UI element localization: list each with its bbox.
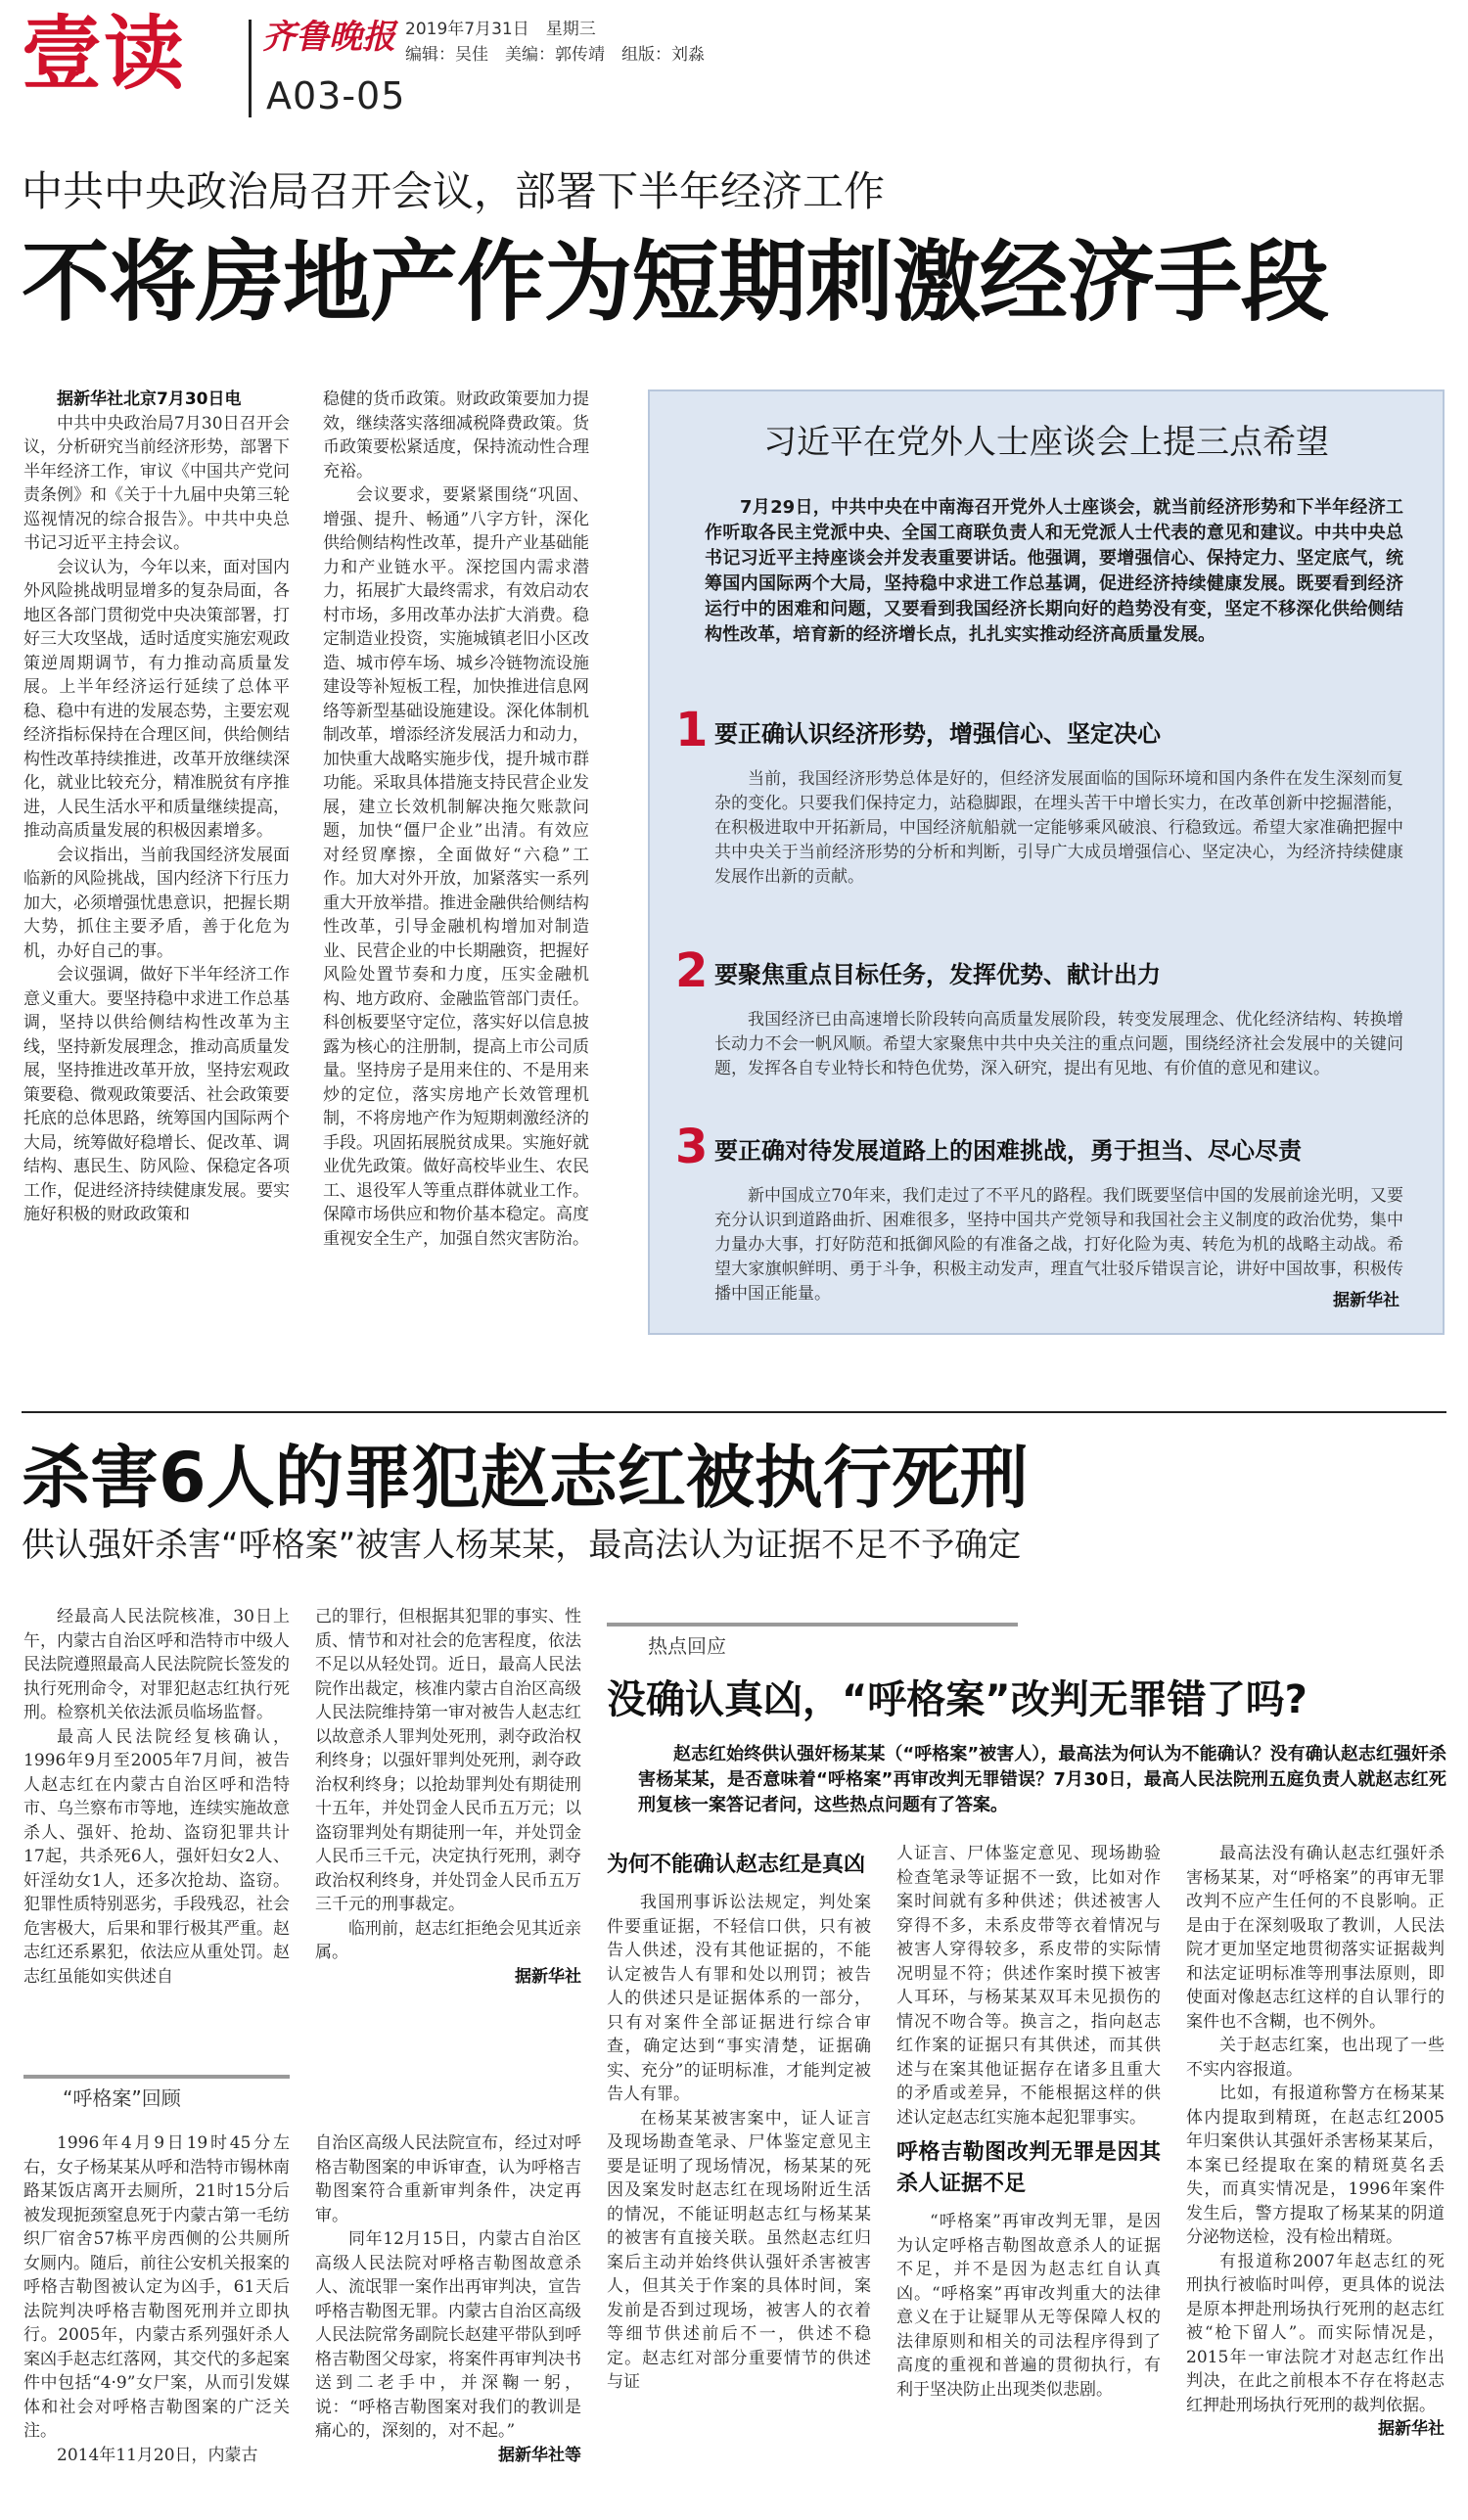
hot-paragraph: 最高法没有确认赵志红强奸杀害杨某某，对“呼格案”的再审无罪改判不应产生任何的不良影响。正是由于在深刻吸取了教训，人民法院才更加坚定地贯彻落实证据裁判和法定证明标准等刑事法原则，即使面对像赵志红这样的自认罪行的案件也不含糊，也不例外。 [1186, 1844, 1445, 2032]
paper-logo: 齐鲁晚报 [262, 18, 395, 57]
review-column-1 [23, 2131, 290, 2513]
masthead-vertical-rule [249, 20, 252, 117]
point-title: 要正确认识经济形势，增强信心、坚定决心 [714, 720, 1161, 748]
hot-column-2 [896, 1842, 1161, 2517]
story2-headline: 杀害6人的罪犯赵志红被执行死刑 [22, 1438, 1029, 1518]
review-paragraph: 自治区高级人民法院宣布，经过对呼格吉勒图案的申诉审查，认为呼格吉勒图案符合重新审判条件，决定再审。 [315, 2133, 581, 2225]
point-body: 当前，我国经济形势总体是好的，但经济发展面临的国际环境和国内条件在发生深刻而复杂的变化。只要我们保持定力，站稳脚跟，在埋头苦干中增长实力，在改革创新中挖掘潜能，在积极进取中开拓新局，中国经济航船就一定能够乘风破浪、行稳致远。希望大家准确把握中共中央关于当前经济形势的分析和判断，引导广大成员增强信心、坚定决心，为经济持续健康发展作出新的贡献。 [714, 769, 1403, 887]
box-credit: 据新华社 [1333, 1291, 1399, 1310]
story1-paragraph: 会议要求，要紧紧围绕“巩固、增强、提升、畅通”八字方针，深化供给侧结构性改革，提升产业基础能力和产业链水平。深挖国内需求潜力，拓展扩大最终需求，有效启动农村市场，多用改革办法扩大消费。稳定制造业投资，实施城镇老旧小区改造、城市停车场、城乡冷链物流设施建设等补短板工程，加快推进信息网络等新型基础设施建设。深化体制机制改革，增添经济发展活力和动力，加快重大战略实施步伐，提升城市群功能。采取具体措施支持民营企业发展，建立长效机制解决拖欠账款问题，加快“僵尸企业”出清。有效应对经贸摩擦，全面做好“六稳”工作。加大对外开放，加紧落实一系列重大开放举措。推进金融供给侧结构性改革，引导金融机构增加对制造业、民营企业的中长期融资，把握好风险处置节奏和力度，压实金融机构、地方政府、金融监管部门责任。科创板要坚守定位，落实好以信息披露为核心的注册制，提高上市公司质量。坚持房子是用来住的、不是用来炒的定位，落实房地产长效管理机制，不将房地产作为短期刺激经济的手段。巩固拓展脱贫成果。实施好就业优先政策。做好高校毕业生、农民工、退役军人等重点群体就业工作。保障市场供应和物价基本稳定。高度重视安全生产，加强自然灾害防治。 [323, 485, 589, 1249]
hot-paragraph: 有报道称2007年赵志红的死刑执行被临时叫停，更具体的说法是原本押赴刑场执行死刑的赵志红被“枪下留人”。而实际情况是，2015年一审法院才对赵志红作出判决，在此之前根本不存在将赵志红押赴刑场执行死刑的裁判依据。 [1186, 2251, 1445, 2415]
story2-credit: 据新华社 [515, 1966, 581, 1987]
review-paragraph: 2014年11月20日，内蒙古 [57, 2445, 258, 2465]
story2-paragraph: 最高人民法院经复核确认，1996年9月至2005年7月间，被告人赵志红在内蒙古自治区呼和浩特市、乌兰察布市等地，连续实施故意杀人、强奸、抢劫、盗窃犯罪共计17起，共杀死6人，强奸妇女2人、奸淫幼女1人，还多次抢劫、盗窃。犯罪性质特别恶劣，手段残忍，社会危害极大，后果和罪行极其严重。赵志红还系累犯，依法应从重处罚。赵志红虽能如实供述自 [23, 1726, 290, 1987]
masthead-section-title: 壹读 [22, 8, 187, 101]
hot-paragraph: 人证言、尸体鉴定意见、现场勘验检查笔录等证据不一致，比如对作案时间就有多种供述；供述被害人穿得不多，未系皮带等衣着情况与被害人穿得较多，系皮带的实际情况明显不符；供述作案时摸下被害人耳环，与杨某某双耳未见损伤的情况不吻合等。换言之，指向赵志红作案的证据只有其供述，而其供述与在案其他证据存在诸多且重大的矛盾或差异，不能根据这样的供述认定赵志红实施本起犯罪事实。 [896, 1844, 1161, 2128]
box-intro: 7月29日，中共中央在中南海召开党外人士座谈会，就当前经济形势和下半年经济工作听取各民主党派中央、全国工商联负责人和无党派人士代表的意见和建议。中共中央总书记习近平主持座谈会并发表重要讲话。他强调，要增强信心、保持定力、坚定底气，统筹国内国际两个大局，坚持稳中求进工作总基调，促进经济持续健康发展。既要看到经济运行中的困难和问题，又要看到我国经济长期向好的趋势没有变，坚定不移深化供给侧结构性改革，培育新的经济增长点，扎扎实实推动经济高质量发展。 [705, 497, 1403, 645]
story1-headline: 不将房地产作为短期刺激经济手段 [22, 231, 1328, 334]
hot-subhead: 呼格吉勒图改判无罪是因其杀人证据不足 [896, 2140, 1161, 2196]
story1-paragraph: 稳健的货币政策。财政政策要加力提效，继续落实落细减税降费政策。货币政策要松紧适度，保持流动性合理充裕。 [323, 389, 589, 481]
story1-paragraph: 中共中央政治局7月30日召开会议，分析研究当前经济形势，部署下半年经济工作，审议《中国共产党问责条例》和《关于十九届中央第三轮巡视情况的综合报告》。中共中央总书记习近平主持会议。 [23, 413, 290, 553]
point-body: 我国经济已由高速增长阶段转向高质量发展阶段，转变发展理念、优化经济结构、转换增长动力不会一帆风顺。希望大家聚焦中共中央关注的重点问题，围绕经济社会发展中的关键问题，发挥各自专业特长和特色优势，深入研究，提出有见地、有价值的意见和建议。 [714, 1010, 1403, 1078]
review-column-2 [315, 2131, 581, 2513]
point-title: 要正确对待发展道路上的困难挑战，勇于担当、尽心尽责 [714, 1137, 1302, 1165]
story2-paragraph: 临刑前，赵志红拒绝会见其近亲属。 [315, 1918, 581, 1962]
hot-topic-label: 热点回应 [648, 1634, 726, 1658]
masthead-date: 2019年7月31日 星期三 [405, 20, 596, 39]
hot-paragraph: 比如，有报道称警方在杨某某体内提取到精斑，在赵志红2005年归案供认其强奸杀害杨某某后，本案已经提取在案的精斑莫名丢失，而真实情况是，1996年案件发生后，警方提取了杨某某的阴道分泌物送检，没有检出精斑。 [1186, 2084, 1445, 2247]
point-body: 新中国成立70年来，我们走过了不平凡的路程。我们既要坚信中国的发展前途光明，又要充分认识到道路曲折、困难很多，坚持中国共产党领导和我国社会主义制度的政治优势，集中力量办大事，打好防范和抵御风险的有准备之战，打好化险为夷、转危为机的战略主动战。希望大家旗帜鲜明、勇于斗争，积极主动发声，理直气壮驳斥错误言论，讲好中国故事，积极传播中国正能量。 [714, 1186, 1403, 1304]
review-paragraph: 同年12月15日，内蒙古自治区高级人民法院对呼格吉勒图故意杀人、流氓罪一案作出再审判决，宣告呼格吉勒图无罪。内蒙古自治区高级人民法院常务副院长赵建平带队到呼格吉勒图父母家，将案件再审判决书送到二老手中，并深鞠一躬，说：“呼格吉勒图案对我们的教训是痛心的，深刻的，对不起。” [315, 2229, 581, 2441]
review-label-box [23, 2075, 290, 2110]
review-label: “呼格案”回顾 [63, 2086, 181, 2110]
section-divider [22, 1411, 1446, 1413]
xi-speech-box [648, 389, 1445, 1335]
story1-paragraph: 会议强调，做好下半年经济工作意义重大。要坚持稳中求进工作总基调，坚持以供给侧结构性改革为主线，坚持新发展理念，推动高质量发展，坚持推进改革开放，坚持宏观政策要稳、微观政策要活、社会政策要托底的总体思路，统筹国内国际两个大局，统筹做好稳增长、促改革、调结构、惠民生、防风险、保稳定各项工作，促进经济持续健康发展。要实施好积极的财政政策和 [23, 965, 290, 1224]
hot-paragraph: 我国刑事诉讼法规定，判处案件要重证据，不轻信口供，只有被告人供述，没有其他证据的，不能认定被告人有罪和处以刑罚；被告人的供述只是证据体系的一部分，只有对案件全部证据进行综合审查，确定达到“事实清楚，证据确实、充分”的证明标准，才能判定被告人有罪。 [607, 1893, 871, 2104]
hot-intro: 赵志红始终供认强奸杨某某（“呼格案”被害人），最高法为何认为不能确认？没有确认赵志红强奸杀害杨某某，是否意味着“呼格案”再审改判无罪错误？7月30日，最高人民法院刑五庭负责人就赵志红死刑复核一案答记者问，这些热点问题有了答案。 [638, 1744, 1446, 1815]
hot-paragraph: 关于赵志红案，也出现了一些不实内容报道。 [1186, 2036, 1445, 2080]
hot-paragraph: 在杨某某被害案中，证人证言及现场勘查笔录、尸体鉴定意见主要是证明了现场情况，杨某某的死因及案发时赵志红在现场附近生活的情况，不能证明赵志红与杨某某的被害有直接关联。虽然赵志红归案后主动并始终供认强奸杀害被害人，但其关于作案的具体时间，案发前是否到过现场，被害人的衣着等细节供述前后不一，供述不稳定。赵志红对部分重要情节的供述与证 [607, 2108, 871, 2392]
story2-subhead: 供认强奸杀害“呼格案”被害人杨某某，最高法认为证据不足不予确定 [22, 1526, 1022, 1565]
hot-subhead: 为何不能确认赵志红是真凶 [607, 1853, 866, 1877]
hot-credit: 据新华社 [1378, 2419, 1445, 2439]
point-number: 1 [675, 703, 709, 757]
story2-column-2 [315, 1605, 581, 2055]
story1-column-1 [23, 388, 290, 1376]
story1-paragraph: 会议认为，今年以来，面对国内外风险挑战明显增多的复杂局面，各地区各部门贯彻党中央决策部署，打好三大攻坚战，适时适度实施宏观政策逆周期调节，有力推动高质量发展。上半年经济运行延续了总体平稳、稳中有进的发展态势，主要宏观经济指标保持在合理区间，供给侧结构性改革持续推进，改革开放继续深化，就业比较充分，精准脱贫有序推进，人民生活水平和质量继续提高，推动高质量发展的积极因素增多。 [23, 557, 290, 841]
story2-paragraph: 己的罪行，但根据其犯罪的事实、性质、情节和对社会的危害程度，依法不足以从轻处罚。近日，最高人民法院作出裁定，核准内蒙古自治区高级人民法院维持第一审对被告人赵志红以故意杀人罪判处死刑，剥夺政治权利终身；以强奸罪判处死刑，剥夺政治权利终身；以抢劫罪判处有期徒刑十五年，并处罚金人民币五万元；以盗窃罪判处有期徒刑一年，并处罚金人民币三千元，决定执行死刑，剥夺政治权利终身，并处罚金人民币五万三千元的刑事裁定。 [315, 1607, 581, 1914]
story1-dateline: 据新华社北京7月30日电 [57, 389, 242, 409]
page-number: A03-05 [266, 74, 406, 117]
story1-column-2 [323, 388, 589, 1376]
point-number: 3 [675, 1120, 709, 1174]
story1-paragraph: 会议指出，当前我国经济发展面临新的风险挑战，国内经济下行压力加大，必须增强忧患意识，把握长期大势，抓住主要矛盾，善于化危为机，办好自己的事。 [23, 845, 290, 961]
story1-kicker: 中共中央政治局召开会议，部署下半年经济工作 [22, 167, 886, 215]
review-credit: 据新华社等 [498, 2445, 581, 2465]
story2-column-1 [23, 1605, 290, 2055]
hot-column-1 [607, 1842, 871, 2517]
story2-paragraph: 经最高人民法院核准，30日上午，内蒙古自治区呼和浩特市中级人民法院遵照最高人民法院院长签发的执行死刑命令，对罪犯赵志红执行死刑。检察机关依法派员临场监督。 [23, 1607, 290, 1722]
hot-topic-label-box [607, 1623, 1018, 1656]
point-number: 2 [675, 943, 709, 998]
point-title: 要聚焦重点目标任务，发挥优势、献计出力 [714, 961, 1161, 988]
hot-headline: 没确认真凶，“呼格案”改判无罪错了吗? [607, 1677, 1307, 1722]
hot-paragraph: “呼格案”再审改判无罪，是因为认定呼格吉勒图故意杀人的证据不足，并不是因为赵志红自认真凶。“呼格案”再审改判重大的法律意义在于让疑罪从无等保障人权的法律原则和相关的司法程序得到了高度的重视和普遍的贯彻执行，有利于坚决防止出现类似悲剧。 [896, 2212, 1161, 2400]
masthead-staff: 编辑：吴佳 美编：郭传靖 组版：刘淼 [405, 45, 705, 65]
review-paragraph: 1996年4月9日19时45分左右，女子杨某某从呼和浩特市锡林南路某饭店离开去厕所，21时15分后被发现扼颈窒息死于内蒙古第一毛纺织厂宿舍57栋平房西侧的公共厕所女厕内。随后，前往公安机关报案的呼格吉勒图被认定为凶手，61天后法院判决呼格吉勒图死刑并立即执行。2005年，内蒙古系列强奸杀人案凶手赵志红落网，其交代的多起案件中包括“4·9”女尸案，从而引发媒体和社会对呼格吉勒图案的广泛关注。 [23, 2133, 290, 2441]
box-title: 习近平在党外人士座谈会上提三点希望 [763, 423, 1329, 462]
hot-column-3 [1186, 1842, 1445, 2517]
